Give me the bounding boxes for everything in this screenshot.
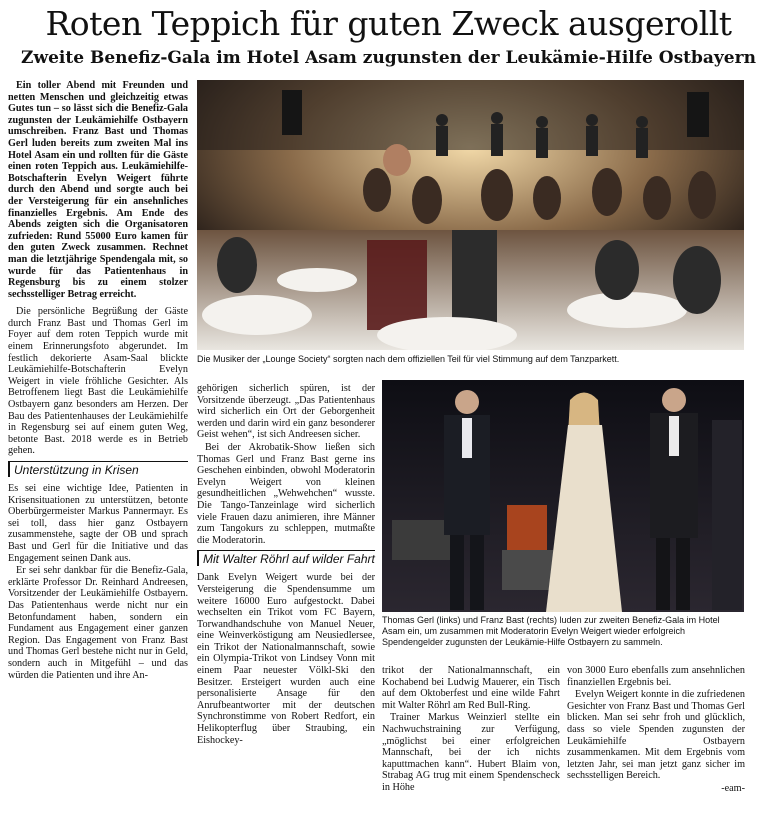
paragraph: Er sei sehr dankbar für die Benefiz-Gala, erklärte Professor Dr. Reinhard Andreesen, Vorsitzender der Leukämiehilfe Ostbayern. Das Patientenhaus werde nicht nur ein Betonfundament haben, sondern ein Fundament aus Engagement einer ganzen Region. Das Engagement von Franz Bast und Thomas Gerl bestehe nicht nur in Geld, sondern auch in Mitgefühl – und das würden die Patienten und ihre An- <box>8 565 188 681</box>
section-heading: Unterstützung in Krisen <box>8 461 188 477</box>
paragraph: Evelyn Weigert konnte in die zufriedenen Gesichter von Franz Bast und Thomas Gerl blicken. Man sei sehr froh und glücklich, dass so viele Spenden zugunsten der Leukämiehilfe Ostbayern zusammenkamen. Mit dem Ergebnis vom letzten Jahr, sei man jetzt ganz sicher im sechsstelligen Bereich. <box>567 689 745 782</box>
paragraph: Die persönliche Begrüßung der Gäste durch Franz Bast und Thomas Gerl im Foyer auf dem roten Teppich wurde mit einem Erinnerungsfoto abgerundet. Im festlich dekorierte Asam-Saal blickte Leukämiehilfe-Botschafterin Evelyn Weigert in viele fröhliche Gesichter. Als Betroffenem liegt Bast die Leukämiehilfe Ostbayern ganz besonders am Herzen. Der Bau des Patientenhauses der Leukämiehilfe in Regensburg sei auf einem guten Weg, betonte Bast. 2018 werde es in Betrieb gehen. <box>8 306 188 457</box>
headline: Roten Teppich für guten Zweck ausgerollt <box>45 4 732 43</box>
article-column-4 <box>567 665 745 796</box>
section-heading: Mit Walter Röhrl auf wilder Fahrt <box>197 550 375 566</box>
paragraph: trikot der Nationalmannschaft, ein Kochabend bei Ludwig Mauerer, ein Tisch auf dem Oktoberfest und eine wilde Fahrt mit Walter Röhrl am Red Bull-Ring. <box>382 665 560 711</box>
paragraph: von 3000 Euro ebenfalls zum ansehnlichen finanziellen Ergebnis bei. <box>567 665 745 688</box>
article-column-1 <box>8 80 188 682</box>
hosts-stage-photo <box>382 380 744 612</box>
paragraph: gehörigen sicherlich spüren, ist der Vorsitzende überzeugt. „Das Patientenhaus wird sicherlich ein Ort der Geborgenheit werden und darin wird ein ganz besonderer Geist wehen“, ist sich Andreesen sicher. <box>197 383 375 441</box>
lead-paragraph: Ein toller Abend mit Freunden und netten Menschen und gleichzeitig etwas Gutes tun – so lässt sich die Benefiz-Gala zugunsten der Leukämiehilfe Ostbayern umschreiben. Franz Bast und Thomas Gerl luden bereits zum zweiten Mal ins Hotel Asam ein und rollten für die Gäste einen roten Teppich aus. Leukämiehilfe-Botschafterin Evelyn Weigert führte durch den Abend und sorgte auch bei der Versteigerung für ein ansehnliches finanzielles Ergebnis. Am Ende des Abends zeigten sich die Organisatoren zufrieden: Rund 55000 Euro kamen für den guten Zweck zusammen. Rechnet man die letztjährige Spendengala mit, so wurde für das Patientenhaus in Regensburg bis zu einem stolzer sechsstelliger Betrag erreicht. <box>8 80 188 300</box>
paragraph: Trainer Markus Weinzierl stellte ein Nachwuchstraining zur Verfügung, „möglichst bei einer erfolgreichen Mannschaft, bei der ich nichts kaputtmachen kann“. Hubert Blaim von, Strabag AG trug mit einem Spendenscheck in Höhe <box>382 712 560 793</box>
paragraph: Es sei eine wichtige Idee, Patienten in Krisensituationen zu unterstützen, betonte Oberbürgermeister Markus Pannermayr. Es sei toll, dass hier ganz Ostbayern zusammenstehe, sagte der OB und sprach Bast und Gerl für die Initiative und das Engagement seinen Dank aus. <box>8 483 188 564</box>
photo-caption-1: Die Musiker der „Lounge Society“ sorgten nach dem offiziellen Teil für viel Stimmung auf dem Tanzparkett. <box>197 354 620 364</box>
photo-caption-2: Thomas Gerl (links) und Franz Bast (rechts) luden zur zweiten Benefiz-Gala im Hotel Asam ein, um zusammen mit Moderatorin Evelyn Weigert wieder erfolgreich Spendengelder zugunsten der Leukämie-Hilfe Ostbayern zu sammeln. <box>382 615 720 647</box>
author-signature: -eam- <box>721 782 745 794</box>
subheadline: Zweite Benefiz-Gala im Hotel Asam zugunsten der Leukämie-Hilfe Ostbayern <box>21 48 756 68</box>
article-column-2 <box>197 383 375 747</box>
article-column-3 <box>382 665 560 795</box>
paragraph: Dank Evelyn Weigert wurde bei der Versteigerung die Spendensumme um weitere 16000 Euro aufgestockt. Dabei wechselten ein Trikot vom FC Bayern, Torwandhandschuhe von Manuel Neuer, eine Weinverköstigung am Neusiedlersee, ein Trikot der Nationalmannschaft, sowie ein Olympia-Trikot von Lindsey Vonn mit einem Paar neuester Völkl-Ski den Besitzer. Ersteigert wurden auch eine personalisierte Ansage für den Anrufbeantworter mit der deutschen Synchronstimme von Robert Redfort, ein Helikopterflug über Straubing, ein Eishockey- <box>197 572 375 746</box>
gala-dance-photo <box>197 80 744 350</box>
paragraph: Bei der Akrobatik-Show ließen sich Thomas Gerl und Franz Bast gerne ins Geschehen einbinden, obwohl Moderatorin Evelyn Weigert von kleinen gesundheitlichen „Wehwehchen“ wusste. Die Tango-Tanzeinlage wird sicherlich viele Frauen dazu animieren, ihre Männer zum Tangokurs zu schleppen, mutmaßte die Moderatorin. <box>197 441 375 546</box>
